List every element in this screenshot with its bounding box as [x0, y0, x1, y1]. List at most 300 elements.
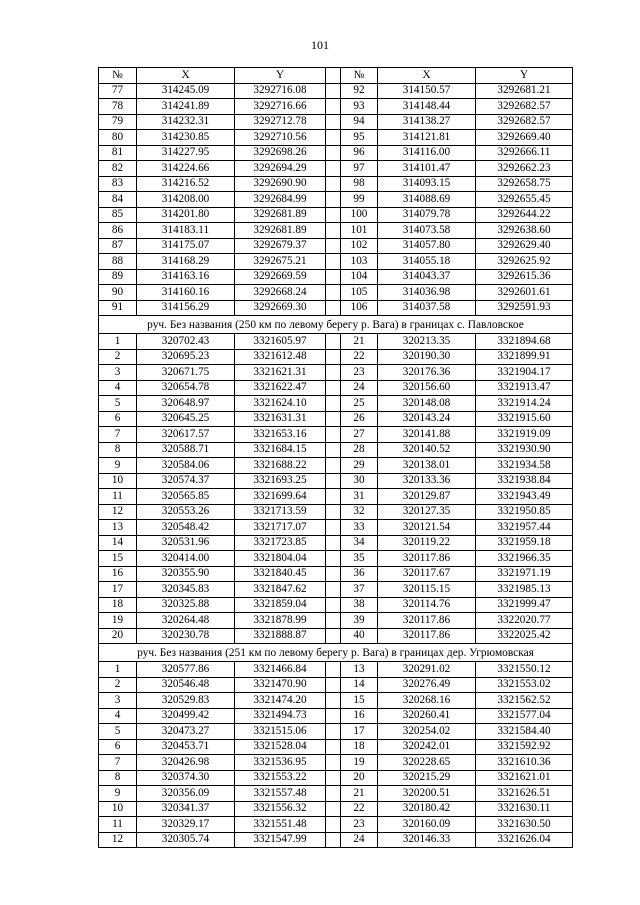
x-coordinate-cell: 320180.42 — [378, 801, 476, 817]
point-number-cell: 6 — [99, 411, 137, 427]
point-number-cell: 14 — [341, 677, 378, 693]
point-number-cell: 30 — [341, 473, 378, 489]
y-coordinate-cell: 3321470.90 — [235, 677, 326, 693]
x-coordinate-cell: 320546.48 — [137, 677, 235, 693]
point-number-cell: 35 — [341, 551, 378, 567]
point-number-cell: 104 — [341, 269, 378, 285]
point-number-cell: 15 — [341, 693, 378, 709]
y-coordinate-cell: 3321713.59 — [235, 504, 326, 520]
x-coordinate-cell: 320654.78 — [137, 380, 235, 396]
x-coordinate-cell: 314241.89 — [137, 99, 235, 115]
column-gap — [326, 427, 341, 443]
table-row — [99, 489, 573, 505]
point-number-cell: 1 — [99, 662, 137, 678]
y-coordinate-cell: 3292666.11 — [476, 145, 573, 161]
x-coordinate-cell: 320548.42 — [137, 520, 235, 536]
table-row — [99, 504, 573, 520]
x-coordinate-cell: 320453.71 — [137, 739, 235, 755]
x-coordinate-cell: 320499.42 — [137, 708, 235, 724]
x-coordinate-cell: 320345.83 — [137, 582, 235, 598]
y-coordinate-cell: 3321959.18 — [476, 535, 573, 551]
table-row — [99, 786, 573, 802]
x-coordinate-cell: 320117.86 — [378, 551, 476, 567]
y-coordinate-cell: 3321494.73 — [235, 708, 326, 724]
x-coordinate-cell: 320529.83 — [137, 693, 235, 709]
column-gap — [326, 489, 341, 505]
point-number-cell: 101 — [341, 223, 378, 239]
table-row — [99, 724, 573, 740]
point-number-cell: 4 — [99, 708, 137, 724]
table-row — [99, 349, 573, 365]
x-coordinate-cell: 314093.15 — [378, 176, 476, 192]
y-coordinate-cell: 3292681.89 — [235, 207, 326, 223]
y-coordinate-cell: 3322025.42 — [476, 628, 573, 644]
point-number-cell: 29 — [341, 458, 378, 474]
column-gap — [326, 396, 341, 412]
column-gap — [326, 365, 341, 381]
point-number-cell: 25 — [341, 396, 378, 412]
table-row — [99, 739, 573, 755]
point-number-cell: 16 — [341, 708, 378, 724]
x-coordinate-cell: 320190.30 — [378, 349, 476, 365]
y-coordinate-cell: 3321553.22 — [235, 770, 326, 786]
y-coordinate-cell: 3292684.99 — [235, 192, 326, 208]
point-number-cell: 5 — [99, 396, 137, 412]
x-coordinate-cell: 314036.98 — [378, 285, 476, 301]
y-coordinate-cell: 3321610.36 — [476, 755, 573, 771]
table-body — [99, 83, 573, 848]
y-coordinate-cell: 3321938.84 — [476, 473, 573, 489]
column-gap — [326, 83, 341, 99]
y-coordinate-cell: 3321878.99 — [235, 613, 326, 629]
table-row — [99, 597, 573, 613]
table-row — [99, 285, 573, 301]
x-coordinate-cell: 320148.08 — [378, 396, 476, 412]
x-coordinate-cell: 314101.47 — [378, 161, 476, 177]
x-coordinate-cell: 320119.22 — [378, 535, 476, 551]
point-number-cell: 39 — [341, 613, 378, 629]
header-number-left: № — [99, 68, 137, 84]
point-number-cell: 8 — [99, 770, 137, 786]
y-coordinate-cell: 3321592.92 — [476, 739, 573, 755]
column-gap — [326, 300, 341, 316]
header-x-left: X — [137, 68, 235, 84]
table-row — [99, 269, 573, 285]
point-number-cell: 11 — [99, 489, 137, 505]
column-gap — [326, 334, 341, 350]
section-title: руч. Без названия (250 км по левому берегу р. Вага) в границах с. Павловское — [99, 316, 573, 334]
x-coordinate-cell: 320268.16 — [378, 693, 476, 709]
y-coordinate-cell: 3292669.30 — [235, 300, 326, 316]
y-coordinate-cell: 3292669.59 — [235, 269, 326, 285]
table-row — [99, 380, 573, 396]
column-gap — [326, 566, 341, 582]
point-number-cell: 23 — [341, 817, 378, 833]
table-row — [99, 334, 573, 350]
table-row — [99, 677, 573, 693]
y-coordinate-cell: 3321631.31 — [235, 411, 326, 427]
point-number-cell: 83 — [99, 176, 137, 192]
x-coordinate-cell: 314055.18 — [378, 254, 476, 270]
column-gap — [326, 708, 341, 724]
table-row — [99, 693, 573, 709]
x-coordinate-cell: 320264.48 — [137, 613, 235, 629]
point-number-cell: 22 — [341, 349, 378, 365]
y-coordinate-cell: 3322020.77 — [476, 613, 573, 629]
point-number-cell: 80 — [99, 130, 137, 146]
x-coordinate-cell: 320115.15 — [378, 582, 476, 598]
column-gap — [326, 582, 341, 598]
x-coordinate-cell: 314057.80 — [378, 238, 476, 254]
y-coordinate-cell: 3321899.91 — [476, 349, 573, 365]
y-coordinate-cell: 3321913.47 — [476, 380, 573, 396]
x-coordinate-cell: 320260.41 — [378, 708, 476, 724]
point-number-cell: 2 — [99, 677, 137, 693]
point-number-cell: 11 — [99, 817, 137, 833]
point-number-cell: 4 — [99, 380, 137, 396]
column-gap — [326, 832, 341, 848]
y-coordinate-cell: 3321515.06 — [235, 724, 326, 740]
point-number-cell: 3 — [99, 365, 137, 381]
x-coordinate-cell: 320127.35 — [378, 504, 476, 520]
y-coordinate-cell: 3321577.04 — [476, 708, 573, 724]
x-coordinate-cell: 320414.00 — [137, 551, 235, 567]
point-number-cell: 99 — [341, 192, 378, 208]
column-gap — [326, 269, 341, 285]
y-coordinate-cell: 3292682.57 — [476, 114, 573, 130]
y-coordinate-cell: 3321624.10 — [235, 396, 326, 412]
y-coordinate-cell: 3321943.49 — [476, 489, 573, 505]
point-number-cell: 38 — [341, 597, 378, 613]
section-title-row — [99, 316, 573, 334]
x-coordinate-cell: 320325.88 — [137, 597, 235, 613]
y-coordinate-cell: 3321474.20 — [235, 693, 326, 709]
x-coordinate-cell: 320584.06 — [137, 458, 235, 474]
table-row — [99, 114, 573, 130]
x-coordinate-cell: 314245.09 — [137, 83, 235, 99]
y-coordinate-cell: 3321699.64 — [235, 489, 326, 505]
point-number-cell: 90 — [99, 285, 137, 301]
x-coordinate-cell: 314168.29 — [137, 254, 235, 270]
x-coordinate-cell: 320276.49 — [378, 677, 476, 693]
x-coordinate-cell: 320228.65 — [378, 755, 476, 771]
x-coordinate-cell: 314079.78 — [378, 207, 476, 223]
x-coordinate-cell: 314150.57 — [378, 83, 476, 99]
table-row — [99, 582, 573, 598]
y-coordinate-cell: 3292716.66 — [235, 99, 326, 115]
column-gap — [326, 176, 341, 192]
x-coordinate-cell: 320702.43 — [137, 334, 235, 350]
x-coordinate-cell: 320577.86 — [137, 662, 235, 678]
x-coordinate-cell: 314201.80 — [137, 207, 235, 223]
y-coordinate-cell: 3321914.24 — [476, 396, 573, 412]
x-coordinate-cell: 314037.58 — [378, 300, 476, 316]
point-number-cell: 24 — [341, 380, 378, 396]
point-number-cell: 81 — [99, 145, 137, 161]
section-title-row — [99, 644, 573, 662]
y-coordinate-cell: 3321804.04 — [235, 551, 326, 567]
y-coordinate-cell: 3321847.62 — [235, 582, 326, 598]
column-gap — [326, 724, 341, 740]
section-title: руч. Без названия (251 км по левому берегу р. Вага) в границах дер. Угрюмовская — [99, 644, 573, 662]
x-coordinate-cell: 320117.86 — [378, 613, 476, 629]
y-coordinate-cell: 3321684.15 — [235, 442, 326, 458]
x-coordinate-cell: 314227.95 — [137, 145, 235, 161]
y-coordinate-cell: 3321950.85 — [476, 504, 573, 520]
y-coordinate-cell: 3321466.84 — [235, 662, 326, 678]
x-coordinate-cell: 320230.78 — [137, 628, 235, 644]
column-gap — [326, 442, 341, 458]
column-gap — [326, 504, 341, 520]
point-number-cell: 12 — [99, 832, 137, 848]
table-row — [99, 161, 573, 177]
y-coordinate-cell: 3321547.99 — [235, 832, 326, 848]
column-gap — [326, 99, 341, 115]
column-gap — [326, 130, 341, 146]
point-number-cell: 1 — [99, 334, 137, 350]
column-gap — [326, 145, 341, 161]
column-gap — [326, 817, 341, 833]
y-coordinate-cell: 3321621.01 — [476, 770, 573, 786]
x-coordinate-cell: 314183.11 — [137, 223, 235, 239]
header-y-left: Y — [235, 68, 326, 84]
column-gap — [326, 551, 341, 567]
x-coordinate-cell: 314175.07 — [137, 238, 235, 254]
y-coordinate-cell: 3321550.12 — [476, 662, 573, 678]
table-row — [99, 207, 573, 223]
y-coordinate-cell: 3321551.48 — [235, 817, 326, 833]
column-gap — [326, 801, 341, 817]
y-coordinate-cell: 3292638.60 — [476, 223, 573, 239]
y-coordinate-cell: 3292679.37 — [235, 238, 326, 254]
x-coordinate-cell: 320140.52 — [378, 442, 476, 458]
point-number-cell: 2 — [99, 349, 137, 365]
table-row — [99, 83, 573, 99]
point-number-cell: 37 — [341, 582, 378, 598]
x-coordinate-cell: 320553.26 — [137, 504, 235, 520]
x-coordinate-cell: 320645.25 — [137, 411, 235, 427]
point-number-cell: 5 — [99, 724, 137, 740]
point-number-cell: 105 — [341, 285, 378, 301]
x-coordinate-cell: 320329.17 — [137, 817, 235, 833]
y-coordinate-cell: 3321630.50 — [476, 817, 573, 833]
x-coordinate-cell: 314121.81 — [378, 130, 476, 146]
point-number-cell: 91 — [99, 300, 137, 316]
point-number-cell: 3 — [99, 693, 137, 709]
x-coordinate-cell: 320138.01 — [378, 458, 476, 474]
y-coordinate-cell: 3321894.68 — [476, 334, 573, 350]
column-gap — [326, 520, 341, 536]
point-number-cell: 17 — [99, 582, 137, 598]
column-gap — [326, 161, 341, 177]
x-coordinate-cell: 320213.35 — [378, 334, 476, 350]
table-row — [99, 708, 573, 724]
y-coordinate-cell: 3321971.19 — [476, 566, 573, 582]
x-coordinate-cell: 314160.16 — [137, 285, 235, 301]
table-row — [99, 442, 573, 458]
point-number-cell: 88 — [99, 254, 137, 270]
y-coordinate-cell: 3321528.04 — [235, 739, 326, 755]
column-gap — [326, 662, 341, 678]
y-coordinate-cell: 3321919.09 — [476, 427, 573, 443]
y-coordinate-cell: 3292629.40 — [476, 238, 573, 254]
y-coordinate-cell: 3321934.58 — [476, 458, 573, 474]
x-coordinate-cell: 314216.52 — [137, 176, 235, 192]
x-coordinate-cell: 320215.29 — [378, 770, 476, 786]
x-coordinate-cell: 314138.27 — [378, 114, 476, 130]
y-coordinate-cell: 3292681.21 — [476, 83, 573, 99]
point-number-cell: 21 — [341, 334, 378, 350]
x-coordinate-cell: 320648.97 — [137, 396, 235, 412]
table-row — [99, 832, 573, 848]
y-coordinate-cell: 3292694.29 — [235, 161, 326, 177]
column-gap — [326, 535, 341, 551]
y-coordinate-cell: 3321626.04 — [476, 832, 573, 848]
header-x-right: X — [378, 68, 476, 84]
table-row — [99, 223, 573, 239]
table-row — [99, 411, 573, 427]
y-coordinate-cell: 3321653.16 — [235, 427, 326, 443]
x-coordinate-cell: 314088.69 — [378, 192, 476, 208]
x-coordinate-cell: 320473.27 — [137, 724, 235, 740]
point-number-cell: 13 — [341, 662, 378, 678]
y-coordinate-cell: 3321840.45 — [235, 566, 326, 582]
point-number-cell: 17 — [341, 724, 378, 740]
point-number-cell: 14 — [99, 535, 137, 551]
x-coordinate-cell: 320200.51 — [378, 786, 476, 802]
point-number-cell: 19 — [341, 755, 378, 771]
x-coordinate-cell: 314043.37 — [378, 269, 476, 285]
point-number-cell: 28 — [341, 442, 378, 458]
table-row — [99, 396, 573, 412]
point-number-cell: 10 — [99, 473, 137, 489]
y-coordinate-cell: 3292658.75 — [476, 176, 573, 192]
x-coordinate-cell: 320141.88 — [378, 427, 476, 443]
x-coordinate-cell: 314232.31 — [137, 114, 235, 130]
point-number-cell: 98 — [341, 176, 378, 192]
table-row — [99, 613, 573, 629]
table-row — [99, 520, 573, 536]
x-coordinate-cell: 320356.09 — [137, 786, 235, 802]
point-number-cell: 78 — [99, 99, 137, 115]
header-gap — [326, 68, 341, 84]
y-coordinate-cell: 3292644.22 — [476, 207, 573, 223]
x-coordinate-cell: 320117.86 — [378, 628, 476, 644]
table-row — [99, 365, 573, 381]
column-gap — [326, 473, 341, 489]
x-coordinate-cell: 320355.90 — [137, 566, 235, 582]
table-row — [99, 427, 573, 443]
column-gap — [326, 254, 341, 270]
table-row — [99, 130, 573, 146]
x-coordinate-cell: 314156.29 — [137, 300, 235, 316]
y-coordinate-cell: 3321621.31 — [235, 365, 326, 381]
y-coordinate-cell: 3321622.47 — [235, 380, 326, 396]
point-number-cell: 18 — [99, 597, 137, 613]
column-gap — [326, 613, 341, 629]
column-gap — [326, 238, 341, 254]
column-gap — [326, 739, 341, 755]
x-coordinate-cell: 320114.76 — [378, 597, 476, 613]
point-number-cell: 89 — [99, 269, 137, 285]
table-row — [99, 238, 573, 254]
table-row — [99, 551, 573, 567]
table-row — [99, 801, 573, 817]
y-coordinate-cell: 3292615.36 — [476, 269, 573, 285]
point-number-cell: 87 — [99, 238, 137, 254]
table-row — [99, 817, 573, 833]
table-row — [99, 192, 573, 208]
point-number-cell: 31 — [341, 489, 378, 505]
point-number-cell: 26 — [341, 411, 378, 427]
x-coordinate-cell: 320531.96 — [137, 535, 235, 551]
x-coordinate-cell: 320671.75 — [137, 365, 235, 381]
y-coordinate-cell: 3321985.13 — [476, 582, 573, 598]
point-number-cell: 97 — [341, 161, 378, 177]
y-coordinate-cell: 3292690.90 — [235, 176, 326, 192]
column-gap — [326, 597, 341, 613]
table-row — [99, 254, 573, 270]
x-coordinate-cell: 320374.30 — [137, 770, 235, 786]
y-coordinate-cell: 3321612.48 — [235, 349, 326, 365]
table-row — [99, 458, 573, 474]
table-row — [99, 770, 573, 786]
point-number-cell: 12 — [99, 504, 137, 520]
y-coordinate-cell: 3321553.02 — [476, 677, 573, 693]
x-coordinate-cell: 314230.85 — [137, 130, 235, 146]
x-coordinate-cell: 320156.60 — [378, 380, 476, 396]
point-number-cell: 103 — [341, 254, 378, 270]
point-number-cell: 16 — [99, 566, 137, 582]
column-gap — [326, 693, 341, 709]
y-coordinate-cell: 3321626.51 — [476, 786, 573, 802]
column-gap — [326, 411, 341, 427]
table-row — [99, 300, 573, 316]
column-gap — [326, 207, 341, 223]
point-number-cell: 27 — [341, 427, 378, 443]
point-number-cell: 40 — [341, 628, 378, 644]
column-gap — [326, 349, 341, 365]
x-coordinate-cell: 320146.33 — [378, 832, 476, 848]
x-coordinate-cell: 320426.98 — [137, 755, 235, 771]
point-number-cell: 34 — [341, 535, 378, 551]
table-row — [99, 145, 573, 161]
point-number-cell: 15 — [99, 551, 137, 567]
point-number-cell: 79 — [99, 114, 137, 130]
table-row — [99, 628, 573, 644]
column-gap — [326, 786, 341, 802]
column-gap — [326, 628, 341, 644]
y-coordinate-cell: 3292601.61 — [476, 285, 573, 301]
x-coordinate-cell: 320143.24 — [378, 411, 476, 427]
y-coordinate-cell: 3321957.44 — [476, 520, 573, 536]
y-coordinate-cell: 3292662.23 — [476, 161, 573, 177]
x-coordinate-cell: 320617.57 — [137, 427, 235, 443]
y-coordinate-cell: 3292668.24 — [235, 285, 326, 301]
point-number-cell: 92 — [341, 83, 378, 99]
x-coordinate-cell: 320305.74 — [137, 832, 235, 848]
y-coordinate-cell: 3292655.45 — [476, 192, 573, 208]
x-coordinate-cell: 314208.00 — [137, 192, 235, 208]
x-coordinate-cell: 320133.36 — [378, 473, 476, 489]
y-coordinate-cell: 3321630.11 — [476, 801, 573, 817]
point-number-cell: 32 — [341, 504, 378, 520]
point-number-cell: 85 — [99, 207, 137, 223]
y-coordinate-cell: 3292681.89 — [235, 223, 326, 239]
point-number-cell: 6 — [99, 739, 137, 755]
table-row — [99, 99, 573, 115]
y-coordinate-cell: 3292625.92 — [476, 254, 573, 270]
